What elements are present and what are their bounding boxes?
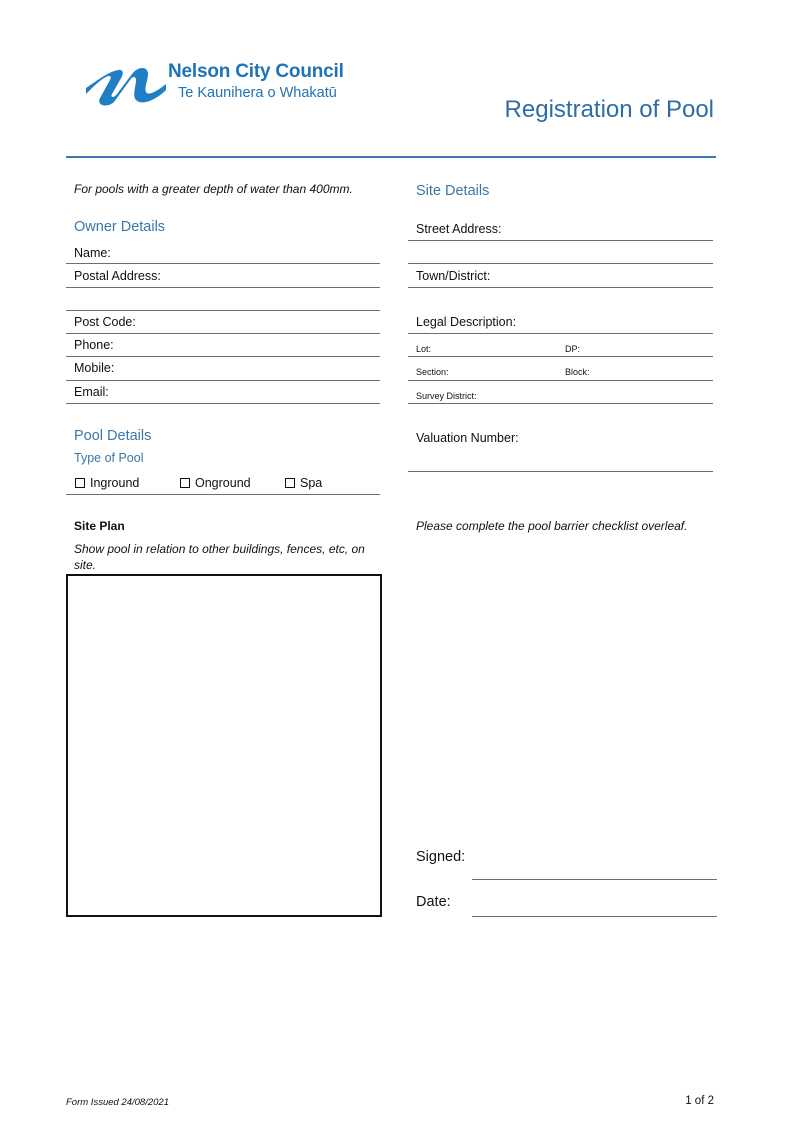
mobile-label: Mobile: bbox=[74, 361, 115, 375]
town-district-label: Town/District: bbox=[416, 269, 491, 283]
email-field[interactable] bbox=[66, 403, 380, 404]
street-address-field[interactable] bbox=[408, 240, 713, 241]
overleaf-note: Please complete the pool barrier checklist overleaf. bbox=[416, 519, 688, 533]
site-plan-heading: Site Plan bbox=[74, 519, 125, 533]
survey-district-field[interactable] bbox=[408, 403, 713, 404]
site-plan-drawing-area[interactable] bbox=[66, 574, 382, 917]
post-code-field[interactable] bbox=[66, 333, 380, 334]
mobile-field[interactable] bbox=[66, 380, 380, 381]
town-district-field[interactable] bbox=[408, 287, 713, 288]
legal-description-divider bbox=[408, 333, 713, 334]
page-number: 1 of 2 bbox=[685, 1095, 714, 1107]
header-divider bbox=[66, 156, 716, 158]
org-name: Nelson City Council bbox=[168, 61, 344, 82]
phone-field[interactable] bbox=[66, 356, 380, 357]
inground-checkbox[interactable] bbox=[75, 478, 85, 488]
post-code-label: Post Code: bbox=[74, 315, 136, 329]
date-label: Date: bbox=[416, 894, 451, 910]
type-of-pool-label: Type of Pool bbox=[74, 451, 144, 465]
valuation-number-field[interactable] bbox=[408, 471, 713, 472]
name-label: Name: bbox=[74, 246, 111, 260]
legal-description-label: Legal Description: bbox=[416, 315, 517, 329]
date-field[interactable] bbox=[472, 916, 717, 917]
pool-type-divider bbox=[66, 494, 380, 495]
lot-dp-field[interactable] bbox=[408, 356, 713, 357]
street-address-field-line-2[interactable] bbox=[408, 263, 713, 264]
nelson-wave-logo-icon bbox=[84, 62, 168, 108]
signature-field[interactable] bbox=[472, 879, 717, 880]
inground-label: Inground bbox=[90, 476, 140, 490]
pool-type-onground-option[interactable] bbox=[180, 476, 251, 490]
onground-label: Onground bbox=[195, 476, 251, 490]
section-label: Section: bbox=[416, 367, 449, 377]
spa-label: Spa bbox=[300, 476, 323, 490]
form-issued-date: Form Issued 24/08/2021 bbox=[66, 1097, 169, 1108]
dp-label: DP: bbox=[565, 344, 581, 354]
lot-label: Lot: bbox=[416, 344, 432, 354]
postal-address-field[interactable] bbox=[66, 287, 380, 288]
org-subtitle: Te Kaunihera o Whakatū bbox=[178, 85, 337, 101]
pool-type-inground-option[interactable] bbox=[75, 476, 139, 490]
survey-district-label: Survey District: bbox=[416, 391, 477, 401]
spa-checkbox[interactable] bbox=[285, 478, 295, 488]
email-label: Email: bbox=[74, 385, 109, 399]
pool-type-spa-option[interactable] bbox=[285, 476, 322, 490]
pool-details-heading: Pool Details bbox=[74, 428, 152, 444]
onground-checkbox[interactable] bbox=[180, 478, 190, 488]
phone-label: Phone: bbox=[74, 338, 114, 352]
signed-label: Signed: bbox=[416, 849, 466, 865]
postal-address-field-line-2[interactable] bbox=[66, 310, 380, 311]
postal-address-label: Postal Address: bbox=[74, 269, 161, 283]
name-field[interactable] bbox=[66, 263, 380, 264]
section-block-field[interactable] bbox=[408, 380, 713, 381]
block-label: Block: bbox=[565, 367, 590, 377]
site-details-heading: Site Details bbox=[416, 183, 490, 199]
intro-note: For pools with a greater depth of water than 400mm. bbox=[74, 182, 353, 196]
owner-details-heading: Owner Details bbox=[74, 219, 166, 235]
street-address-label: Street Address: bbox=[416, 222, 502, 236]
valuation-number-label: Valuation Number: bbox=[416, 431, 519, 445]
site-plan-note: Show pool in relation to other buildings, fences, etc, on site. bbox=[74, 542, 365, 572]
document-title: Registration of Pool bbox=[504, 96, 714, 123]
